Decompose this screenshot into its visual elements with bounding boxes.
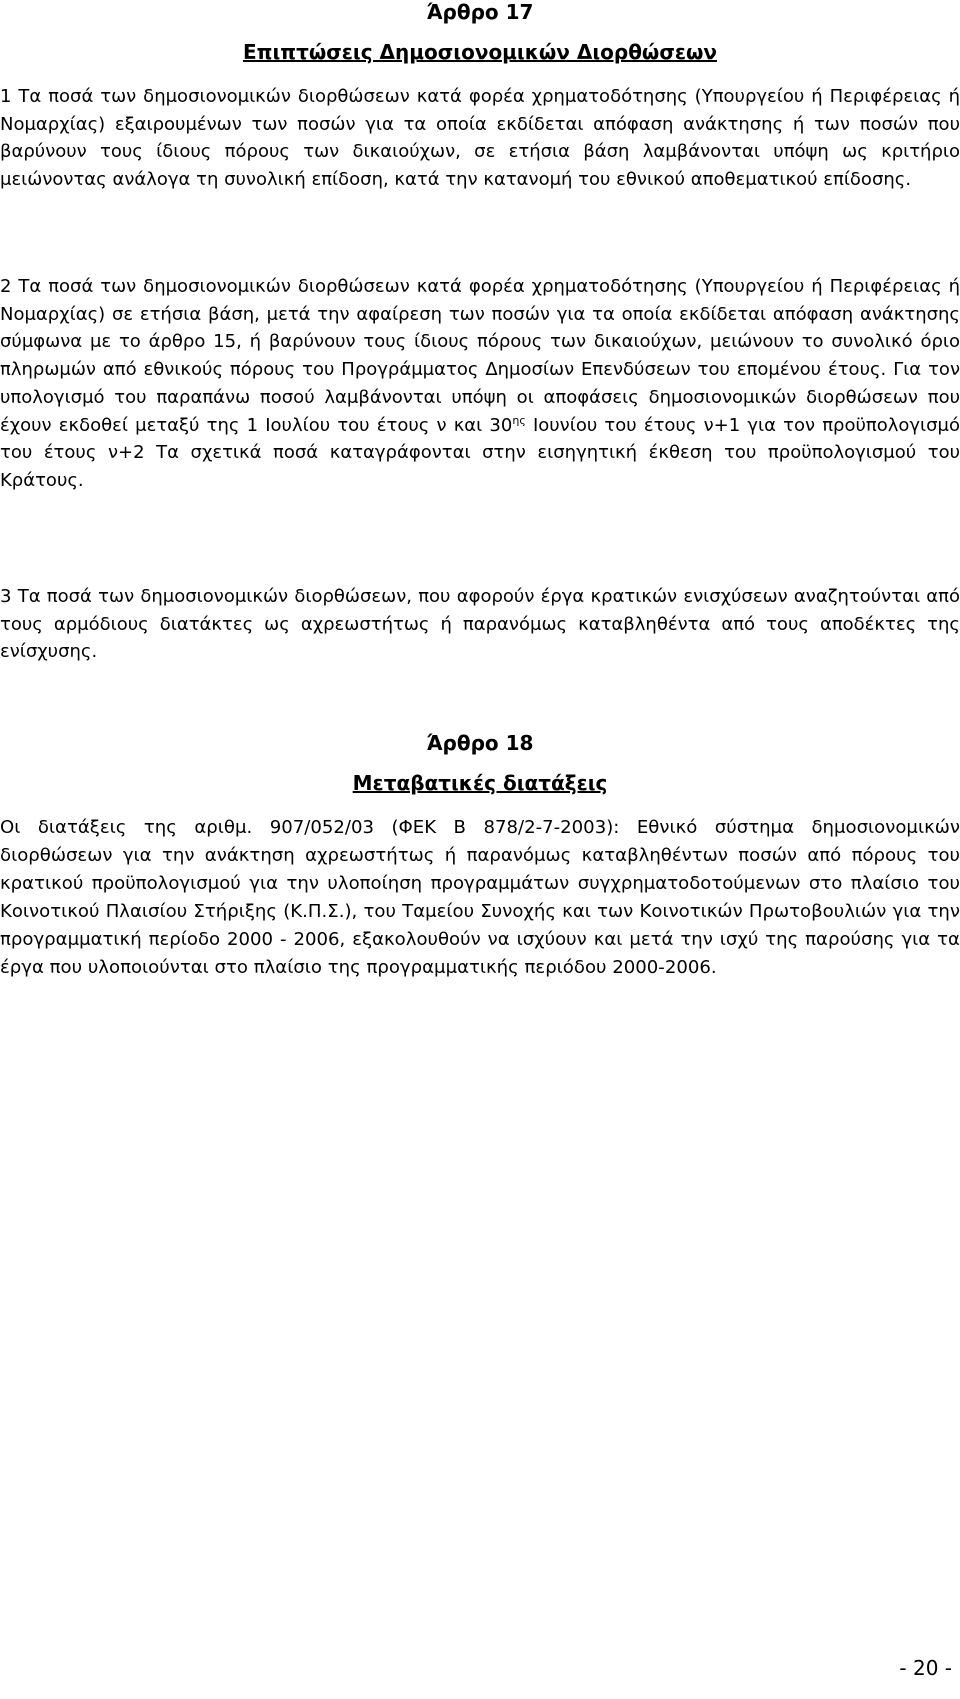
article-17-subheading-text: Επιπτώσεις Δημοσιονομικών Διορθώσεων — [242, 40, 718, 64]
article-17-subheading — [0, 40, 960, 64]
article-18-heading: Άρθρο 18 — [426, 731, 534, 755]
article-17-paragraph-2-text-a: 2 Τα ποσά των δημοσιονομικών διορθώσεων κατά φορέα χρηματοδότησης (Υπουργείου ή Περιφέρειας ή Νομαρχίας) σε ετήσια βάση, μετά την αφαίρεση των ποσών για τα οποία εκδίδεται απόφαση ανάκτησης σύμφωνα με το άρθρο 15, ή βαρύνουν τους ίδιους πόρους των δικαιούχων, μειώνουν το συνολικό όριο πληρωμών από εθνικούς πόρους του Προγράμματος Δημοσίων Επενδύσεων του επομένου έτους. Για τον υπολογισμό του παραπάνω ποσού λαμβάνονται υπόψη οι αποφάσεις δημοσιονομικών διορθώσεων που έχουν εκδοθεί μεταξύ της 1 Ιουλίου του έτους ν και 30 — [0, 276, 960, 436]
article-17-paragraph-3: 3 Τα ποσά των δημοσιονομικών διορθώσεων, που αφορούν έργα κρατικών ενισχύσεων αναζητούνται από τους αρμόδιους διατάκτες ως αχρεωστήτως ή παρανόμως καταβληθέντα από τους αποδέκτες της ενίσχυσης. — [0, 586, 960, 663]
article-18-paragraph-1: Οι διατάξεις της αριθμ. 907/052/03 (ΦΕΚ Β 878/2-7-2003): Εθνικό σύστημα δημοσιονομικών διορθώσεων για την ανάκτηση αχρεωστήτως ή παρανόμως καταβληθέντων ποσών από πόρους του κρατικού προϋπολογισμού για την υλοποίηση προγραμμάτων συγχρηματοδοτούμενων στο πλαίσιο του Κοινοτικού Πλαισίου Στήριξης (Κ.Π.Σ.), του Ταμείου Συνοχής και των Κοινοτικών Πρωτοβουλιών για την προγραμματική περίοδο 2000 - 2006, εξακολουθούν να ισχύουν και μετά την ισχύ της παρούσης για τα έργα που υλοποιούνται στο πλαίσιο της προγραμματικής περιόδου 2000-2006. — [0, 817, 960, 978]
article-17-paragraph-1: 1 Τα ποσά των δημοσιονομικών διορθώσεων κατά φορέα χρηματοδότησης (Υπουργείου ή Περιφέρειας ή Νομαρχίας) εξαιρουμένων των ποσών για τα οποία εκδίδεται απόφαση ανάκτησης ή των ποσών που βαρύνουν τους ίδιους πόρους των δικαιούχων, σε ετήσια βάση λαμβάνονται υπόψη ως κριτήριο μειώνοντας ανάλογα τη συνολική επίδοση, κατά την κατανομή του εθνικού αποθεματικού επίδοσης. — [0, 86, 960, 191]
page-number: - 20 - — [899, 1656, 952, 1680]
article-17-paragraph-2-text-b: Ιουνίου του έτους ν+1 για τον προϋπολογισμό του έτους ν+2 Τα σχετικά ποσά καταγράφονται στην εισηγητική έκθεση του προϋπολογισμού του Κράτους. — [0, 414, 960, 491]
article-18-subheading-text: Μεταβατικές διατάξεις — [352, 771, 608, 795]
article-17-paragraph-2 — [0, 273, 960, 495]
ordinal-superscript: ης — [512, 413, 526, 427]
article-18-subheading — [0, 771, 960, 795]
article-17-heading: Άρθρο 17 — [426, 0, 534, 24]
